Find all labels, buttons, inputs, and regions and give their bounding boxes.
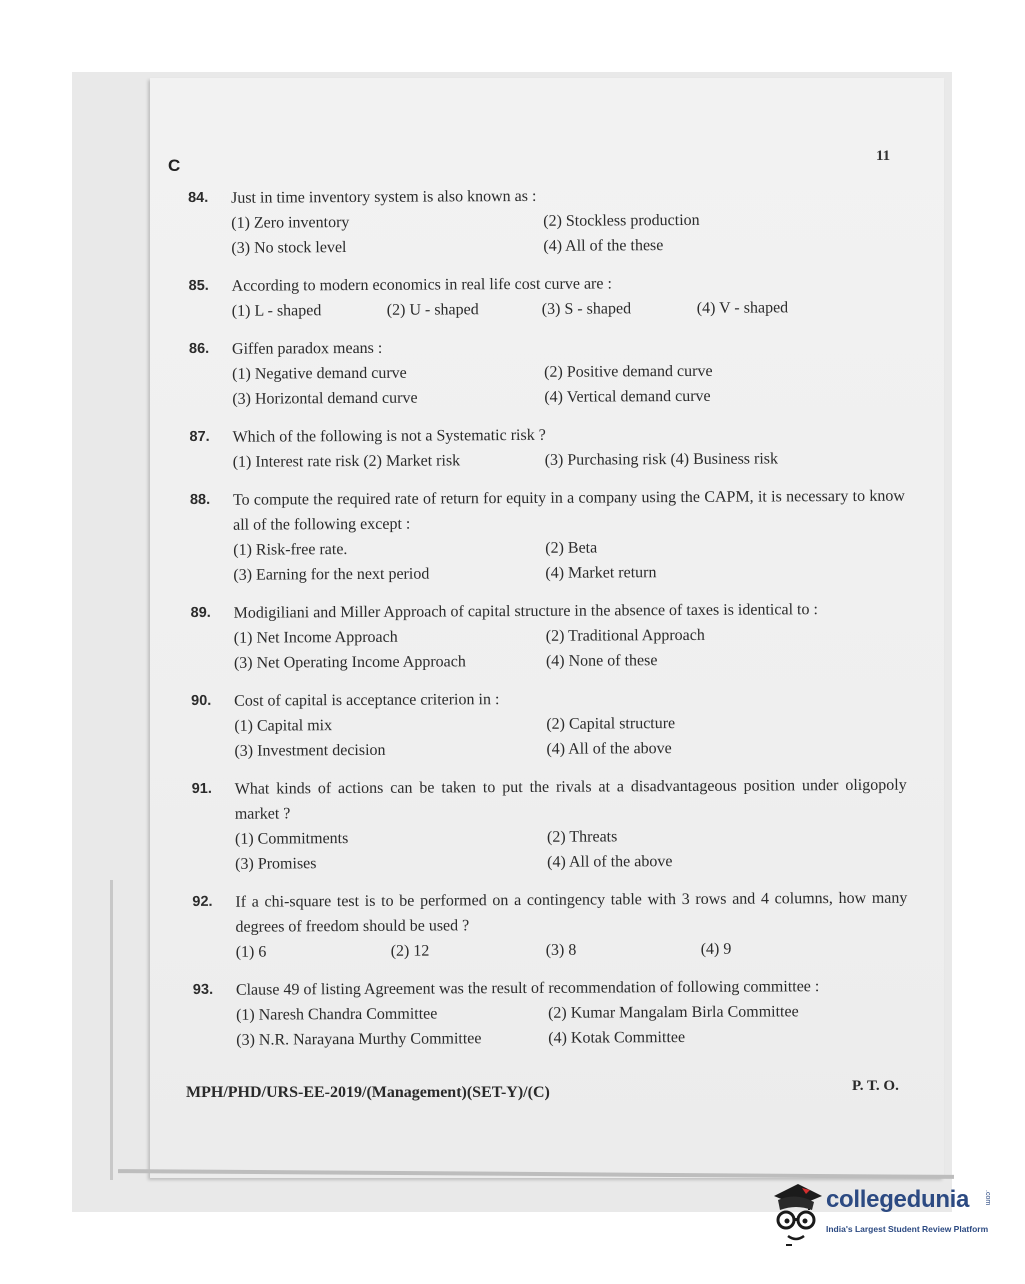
question-text: According to modern economics in real life cost curve are : (231, 275, 612, 295)
options (236, 999, 908, 1053)
brand-domain-suffix: .com (984, 1190, 991, 1206)
page-number: 11 (876, 148, 891, 164)
option-4: (4) V - shaped (696, 299, 789, 317)
question-text: Cost of capital is acceptance criterion in : (234, 691, 500, 710)
paper-code: MPH/PHD/URS-EE-2019/(Management)(SET-Y)/(C) (186, 1084, 550, 1101)
options (235, 823, 907, 877)
option-3: (3) Horizontal demand curve (232, 389, 418, 408)
option-1: (1) Capital mix (234, 717, 333, 735)
option-3: (3) Earning for the next period (233, 565, 430, 584)
question-85 (189, 270, 904, 324)
question-text: To compute the required rate of return for equity in a company using the CAPM, it is necessary to know all of the following except : (232, 487, 905, 534)
question-93 (193, 974, 908, 1053)
mascot-icon (768, 1180, 824, 1252)
options (234, 710, 906, 764)
question-86 (189, 333, 904, 412)
option-3: (3) Promises (235, 855, 317, 873)
question-91 (192, 773, 908, 877)
question-number: 88. (189, 491, 211, 508)
option-2: (2) U - shaped (386, 301, 479, 319)
option-1: (1) Net Income Approach (233, 628, 398, 647)
option-2: (2) Positive demand curve (544, 362, 713, 381)
option-2: (2) Stockless production (543, 211, 700, 230)
option-1-2: (1) Interest rate risk (2) Market risk (232, 452, 461, 471)
option-4: (4) All of the above (546, 740, 672, 758)
question-87 (189, 421, 904, 475)
option-4: (4) Vertical demand curve (544, 387, 711, 406)
option-3: (3) 8 (545, 941, 577, 959)
question-number: 90. (191, 692, 212, 709)
option-3: (3) N.R. Narayana Murthy Committee (236, 1030, 482, 1049)
option-3: (3) No stock level (231, 239, 347, 257)
sheet-edge-left (110, 880, 113, 1180)
question-89 (191, 597, 906, 676)
question-text: If a chi-square test is to be performed on a contingency table with 3 rows and 4 columns, how many degrees of freedom should be used ? (235, 889, 908, 936)
option-3: (3) Net Operating Income Approach (233, 653, 466, 672)
option-4: (4) Market return (545, 564, 657, 582)
option-2: (2) 12 (390, 942, 430, 960)
set-letter: C (168, 156, 181, 175)
option-2: (2) Kumar Mangalam Birla Committee (548, 1003, 799, 1022)
option-3: (3) S - shaped (541, 300, 632, 318)
question-number: 89. (190, 604, 211, 621)
question-text: Giffen paradox means : (231, 339, 383, 358)
option-4: (4) All of the these (543, 237, 664, 255)
question-number: 84. (188, 189, 209, 206)
please-turn-over: P. T. O. (852, 1078, 899, 1094)
option-2: (2) Capital structure (546, 715, 676, 733)
question-90 (191, 685, 906, 764)
options (236, 936, 908, 965)
question-number: 86. (188, 340, 210, 357)
question-number: 93. (192, 981, 214, 998)
question-number: 87. (189, 428, 210, 445)
brand-name: collegedunia (826, 1186, 970, 1213)
question-number: 91. (191, 780, 212, 797)
option-1: (1) Zero inventory (231, 214, 350, 232)
option-4: (4) Kotak Committee (548, 1028, 686, 1047)
option-3: (3) Investment decision (234, 741, 386, 760)
options (231, 207, 903, 261)
option-1: (1) Risk-free rate. (233, 541, 348, 559)
options (234, 622, 906, 676)
option-1: (1) L - shaped (231, 302, 322, 320)
question-number: 92. (192, 893, 213, 910)
options (233, 534, 905, 588)
option-4: (4) All of the above (547, 853, 673, 871)
options (232, 295, 904, 324)
option-4: (4) None of these (545, 652, 658, 670)
question-88 (190, 484, 906, 588)
option-1: (1) 6 (235, 943, 267, 961)
option-1: (1) Negative demand curve (232, 364, 407, 383)
question-number: 85. (188, 277, 209, 294)
question-text: Clause 49 of listing Agreement was the result of recommendation of following committee : (235, 978, 820, 999)
question-list (188, 182, 908, 1066)
question-text: What kinds of actions can be taken to put the rivals at a disadvantageous position under oligopoly market ? (234, 776, 907, 823)
option-1: (1) Commitments (234, 830, 349, 848)
question-84 (188, 182, 903, 261)
question-92 (192, 886, 907, 965)
collegedunia-watermark (768, 1180, 1008, 1260)
options (232, 358, 904, 412)
option-3-4: (3) Purchasing risk (4) Business risk (544, 450, 779, 469)
option-2: (2) Threats (546, 828, 618, 846)
options (233, 446, 905, 475)
question-text: Modigiliani and Miller Approach of capital structure in the absence of taxes is identical to : (233, 601, 818, 622)
question-text: Which of the following is not a Systematic risk ? (232, 426, 546, 446)
option-2: (2) Traditional Approach (545, 626, 705, 645)
option-4: (4) 9 (700, 940, 732, 958)
question-text: Just in time inventory system is also known as : (231, 187, 537, 207)
option-2: (2) Beta (545, 539, 598, 557)
brand-tagline: India's Largest Student Review Platform (826, 1224, 989, 1234)
option-1: (1) Naresh Chandra Committee (236, 1005, 438, 1024)
